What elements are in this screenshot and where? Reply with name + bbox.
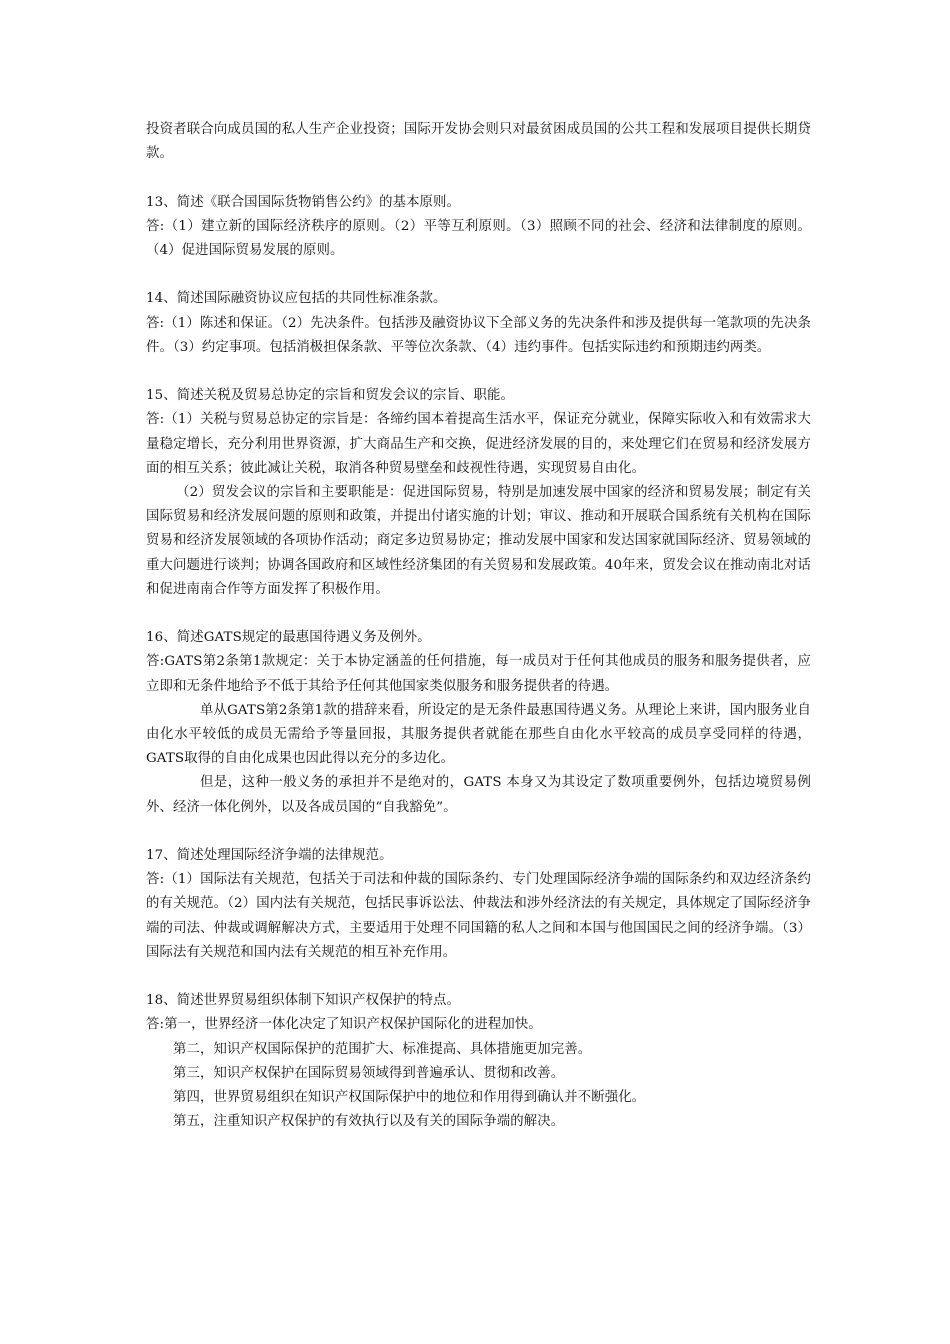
answer-13: 答:（1）建立新的国际经济秩序的原则。（2）平等互利原则。（3）照顾不同的社会、经济和法律制度的原则。（4）促进国际贸易发展的原则。 xyxy=(146,218,811,258)
answer-17: 答:（1）国际法有关规范，包括关于司法和仲裁的国际条约、专门处理国际经济争端的国际条约和双边经济条约的有关规范。（2）国内法有关规范，包括民事诉讼法、仲裁法和涉外经济法的有关规定，具体规定了国际经济争端的司法、仲裁或调解解决方式，主要适用于处理不同国籍的私人之间和本国与他国国民之间的经济争端。（3）国际法有关规范和国内法有关规范的相互补充作用。 xyxy=(146,872,811,960)
spacer xyxy=(146,820,811,844)
spacer xyxy=(146,263,811,287)
document-page xyxy=(146,118,811,1134)
answer-18-point3: 第三，知识产权保护在国际贸易领域得到普遍承认、贯彻和改善。 xyxy=(173,1065,565,1081)
answer-14: 答:（1）陈述和保证。（2）先决条件。包括涉及融资协议下全部义务的先决条件和涉及提供每一笔款项的先决条件。（3）约定事项。包括消极担保条款、平等位次条款、（4）违约事件。包括实际违约和预期违约两类。 xyxy=(146,315,811,355)
answer-16-part2: 单从GATS第2条第1款的措辞来看，所设定的是无条件最惠国待遇义务。从理论上来讲，国内服务业自由化水平较低的成员无需给予等量回报，其服务提供者就能在那些自由化水平较高的成员享受同样的待遇，GATS取得的自由化成果也因此得以充分的多边化。 xyxy=(146,702,811,767)
answer-15-part1: 答:（1）关税与贸易总协定的宗旨是：各缔约国本着提高生活水平，保证充分就业，保障实际收入和有效需求大量稳定增长，充分利用世界资源，扩大商品生产和交换，促进经济发展的目的，来处理它们在贸易和经济发展方面的相互关系；彼此减让关税，取消各种贸易壁垒和歧视性待遇，实现贸易自由化。 xyxy=(146,412,811,476)
spacer xyxy=(146,166,811,190)
answer-16-part3: 但是，这种一般义务的承担并不是绝对的，GATS 本身又为其设定了数项重要例外，包括边境贸易例外、经济一体化例外，以及各成员国的“自我豁免”。 xyxy=(146,775,811,815)
question-16: 16、简述GATS规定的最惠国待遇义务及例外。 xyxy=(146,630,431,646)
question-15: 15、简述关税及贸易总协定的宗旨和贸发会议的宗旨、职能。 xyxy=(146,388,514,404)
question-14: 14、简述国际融资协议应包括的共同性标准条款。 xyxy=(146,291,447,307)
answer-16-part1: 答:GATS第2条第1款规定：关于本协定涵盖的任何措施，每一成员对于任何其他成员的服务和服务提供者，应立即和无条件地给予不低于其给予任何其他国家类似服务和服务提供者的待遇。 xyxy=(146,654,811,694)
intro-paragraph: 投资者联合向成员国的私人生产企业投资；国际开发协会则只对最贫困成员国的公共工程和发展项目提供长期贷款。 xyxy=(146,122,811,162)
answer-18-point2: 第二，知识产权国际保护的范围扩大、标准提高、具体措施更加完善。 xyxy=(173,1041,592,1057)
question-17: 17、简述处理国际经济争端的法律规范。 xyxy=(146,848,393,864)
question-13: 13、简述《联合国国际货物销售公约》的基本原则。 xyxy=(146,194,461,210)
answer-18-point5: 第五，注重知识产权保护的有效执行以及有关的国际争端的解决。 xyxy=(173,1114,565,1130)
spacer xyxy=(146,965,811,989)
answer-18-point4: 第四，世界贸易组织在知识产权国际保护中的地位和作用得到确认并不断强化。 xyxy=(173,1090,646,1106)
answer-15-part2: （2）贸发会议的宗旨和主要职能是：促进国际贸易，特别是加速发展中国家的经济和贸易发展；制定有关国际贸易和经济发展问题的原则和政策，并提出付诸实施的计划；审议、推动和开展联合国系统有关机构在国际贸易和经济发展领域的各项协作活动；商定多边贸易协定；推动发展中国家和发达国家就国际经济、贸易领域的重大问题进行谈判；协调各国政府和区域性经济集团的有关贸易和发展政策。40年来，贸发会议在推动南北对话和促进南南合作等方面发挥了积极作用。 xyxy=(146,485,811,597)
spacer xyxy=(146,360,811,384)
answer-18-point1: 答:第一，世界经济一体化决定了知识产权保护国际化的进程加快。 xyxy=(146,1017,542,1033)
question-18: 18、简述世界贸易组织体制下知识产权保护的特点。 xyxy=(146,993,461,1009)
spacer xyxy=(146,602,811,626)
